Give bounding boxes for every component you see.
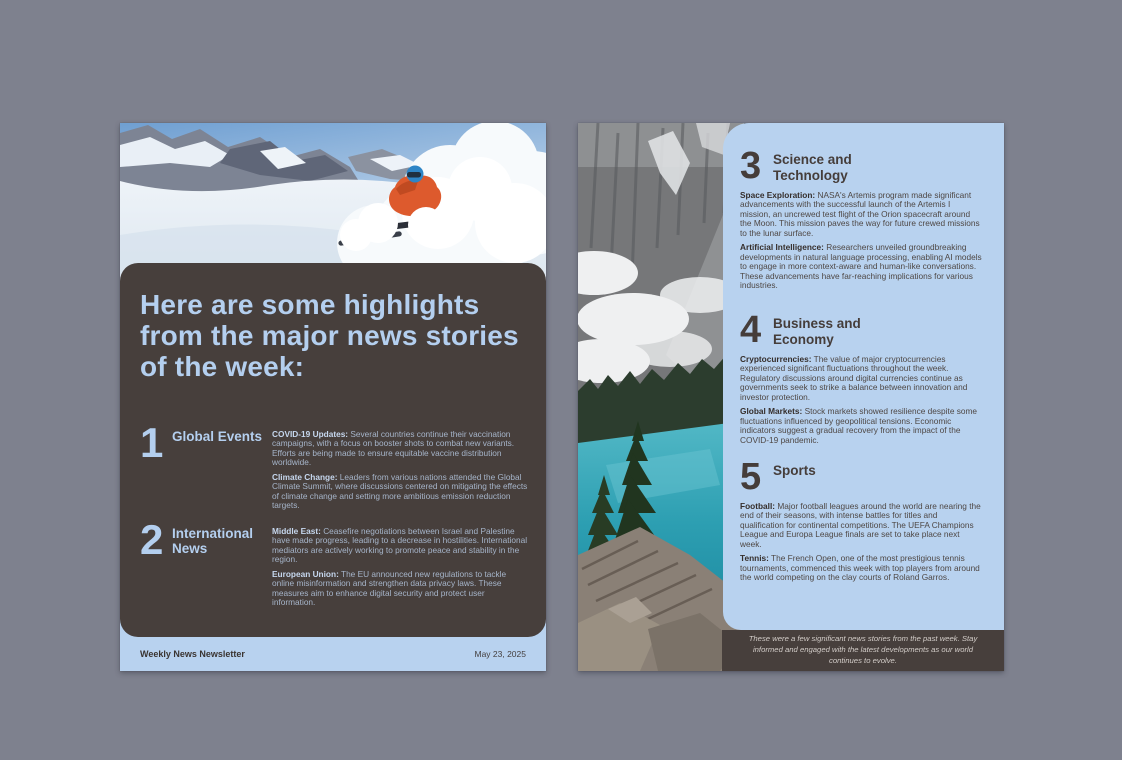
section-international-news <box>140 516 530 613</box>
news-item-lead: Cryptocurrencies: <box>740 354 812 365</box>
section-science-technology <box>740 145 983 296</box>
news-item <box>272 473 530 511</box>
news-item-lead: COVID-19 Updates: <box>272 429 349 439</box>
newsletter-page-1 <box>120 123 546 671</box>
section-header <box>740 309 983 351</box>
section-header <box>740 145 983 187</box>
news-item-text: The EU announced new regulations to tackle online misinformation and strengthen data privacy laws. These measures aim to enhance digital security and protect user information. <box>272 568 507 608</box>
page-footer <box>722 630 1004 671</box>
section-body <box>740 355 983 445</box>
highlights-panel <box>120 263 546 637</box>
news-item-text: Leaders from various nations attended the Global Climate Summit, where discussions centered on mitigating the effects of climate change and setting more ambitious emission reduction targets. <box>272 471 528 511</box>
news-item <box>740 355 983 402</box>
news-item-text: Researchers unveiled groundbreaking developments in natural language processing, enabling AI models to engage in more context-aware and human-like conversations. These advancements have far-reaching implications for various industries. <box>740 242 982 291</box>
section-number: 3 <box>740 145 762 187</box>
newsletter-date: May 23, 2025 <box>474 649 526 659</box>
news-item-text: The French Open, one of the most prestigious tennis tournaments, commenced this week with top players from around the world competing on the clay courts of Roland Garros. <box>740 553 980 583</box>
news-item-lead: Space Exploration: <box>740 190 816 201</box>
ski-photo-illustration <box>120 123 546 285</box>
news-item <box>272 430 530 468</box>
page-footer <box>120 637 546 671</box>
news-item-text: Several countries continue their vaccination campaigns, with a focus on booster shots to combat new variants. Efforts are being made to ensure equitable vaccine distribution worldwide. <box>272 429 515 468</box>
section-number: 1 <box>140 419 164 466</box>
news-item-text: Stock markets showed resilience despite some fluctuations influenced by geopolitical tensions. Economic indicators suggest a gradual recovery from the impact of the COVID-19 pandemic. <box>740 406 978 445</box>
news-item-lead: European Union: <box>272 568 339 579</box>
section-label: Sports <box>773 463 816 478</box>
section-number: 2 <box>140 516 164 563</box>
news-item <box>740 243 983 290</box>
news-item-lead: Climate Change: <box>272 471 338 482</box>
section-body <box>740 191 983 291</box>
news-panel <box>723 123 1004 630</box>
news-item-lead: Artificial Intelligence: <box>740 242 824 253</box>
section-label: Science and Technology <box>773 152 852 183</box>
section-label: International News <box>172 526 254 557</box>
closing-note: These were a few significant news stories from the past week. Stay informed and engaged with the latest developments as our world continues to evolve. <box>748 634 978 665</box>
news-item <box>740 554 983 582</box>
section-business-economy <box>740 309 983 450</box>
news-item-lead: Football: <box>740 501 776 511</box>
news-item-lead: Middle East: <box>272 526 321 536</box>
news-item-text: Ceasefire negotiations between Israel and Palestine have made progress, leading to a decrease in hostilities. International mediators are actively working to promote peace and stability in the region. <box>272 526 528 565</box>
section-body <box>272 523 530 613</box>
news-item <box>272 570 530 608</box>
section-number: 4 <box>740 309 762 351</box>
section-global-events <box>140 419 530 516</box>
news-item <box>272 527 530 565</box>
news-item <box>740 502 983 549</box>
newsletter-title: Weekly News Newsletter <box>140 649 245 659</box>
news-item-lead: Global Markets: <box>740 406 803 417</box>
section-label: Global Events <box>172 429 263 444</box>
turquoise-mountain-lake-photo <box>578 123 744 671</box>
section-sports <box>740 456 983 588</box>
section-body <box>740 502 983 583</box>
section-body <box>272 426 530 516</box>
lake-photo-illustration <box>578 123 744 671</box>
skier-powder-snow-photo <box>120 123 546 285</box>
news-item-lead: Tennis: <box>740 553 769 564</box>
section-number: 5 <box>740 456 762 498</box>
news-item <box>740 407 983 445</box>
news-item <box>740 191 983 238</box>
news-item-text: Major football leagues around the world are nearing the end of their seasons, with intense battles for titles and qualification for continental competitions. The UEFA Champions League and Europa League finals are set to take place next week. <box>740 501 981 549</box>
section-label: Business and Economy <box>773 316 861 347</box>
news-item-text: NASA's Artemis program made significant advancements with the successful launch of the Artemis I mission, an uncrewed test flight of the Orion spacecraft around the Moon. This mission paves the way for future crewed missions to the lunar surface. <box>740 190 980 238</box>
news-item-text: The value of major cryptocurrencies experienced significant fluctuations throughout the week. Regulatory discussions around digital currencies continue as governments seek to strike a balance between innovation and investor protection. <box>740 354 968 402</box>
newsletter-page-2 <box>578 123 1004 671</box>
page-title: Here are some highlights from the major news stories of the week: <box>140 289 519 383</box>
section-header <box>740 456 983 498</box>
